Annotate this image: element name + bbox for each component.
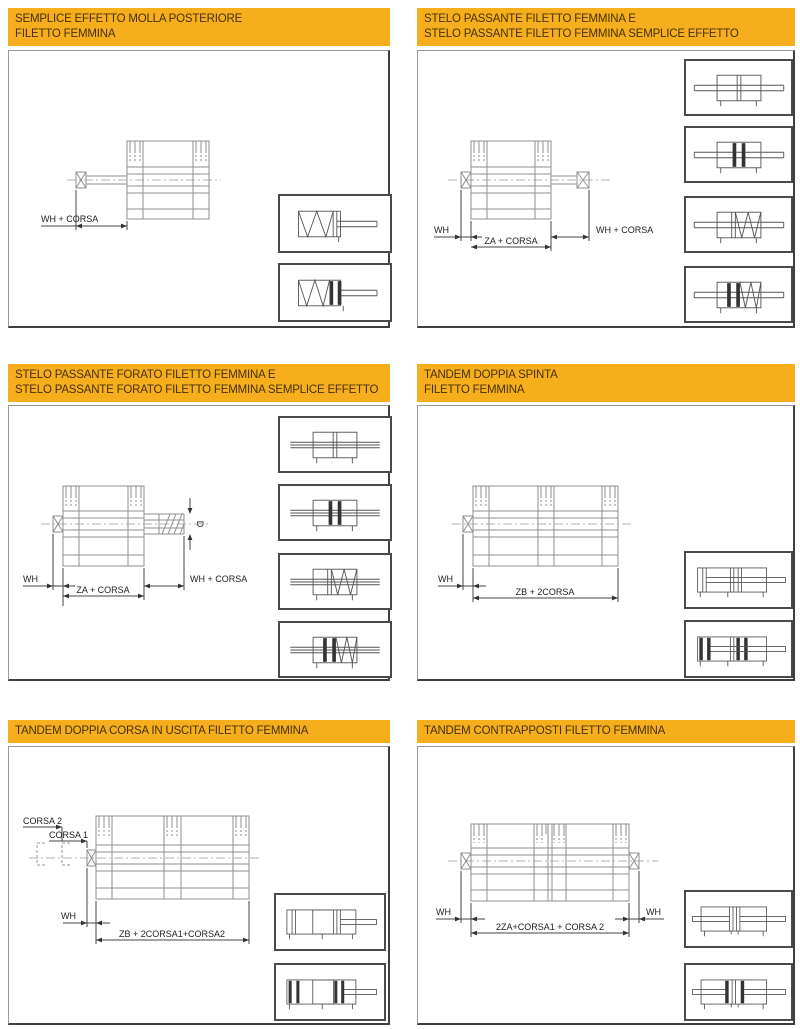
- symbol-single-acting-spring-magnetic: [278, 263, 392, 322]
- drawing-box: [8, 405, 390, 681]
- symbol-hollow-through-rod: [278, 416, 392, 473]
- symbol-through-rod-magnetic: [684, 126, 793, 183]
- dim-bore-d: D: [195, 520, 205, 528]
- symbol-hollow-through-rod-spring-magnetic: [278, 621, 392, 678]
- opposed-tandem-magnetic-cylinder-icon: [692, 980, 785, 1009]
- dim-wh-corsa: WH + CORSA: [596, 225, 654, 235]
- symbol-through-rod-spring-magnetic: [684, 266, 793, 323]
- cylinder-body: [53, 486, 184, 566]
- panel-tandem-contrapposti: [417, 720, 795, 1022]
- symbol-double-stroke: [274, 893, 386, 951]
- symbol-tandem-magnetic: [684, 620, 793, 678]
- drawing-box: [417, 746, 795, 1025]
- dim-wh-corsa: WH + CORSA: [41, 214, 99, 224]
- dim-wh: WH: [434, 225, 449, 235]
- symbol-through-rod: [684, 59, 793, 116]
- panel-header: [8, 720, 390, 743]
- spring-magnetic-cylinder-icon: [298, 280, 377, 311]
- tandem-magnetic-cylinder-icon: [697, 637, 785, 666]
- through-rod-spring-magnetic-cylinder-icon: [694, 282, 783, 313]
- dim-total: ZB + 2CORSA1+CORSA2: [118, 929, 226, 939]
- dimension-lines: [23, 498, 247, 606]
- panel-stelo-passante: [417, 8, 795, 325]
- dim-corsa1: CORSA 1: [49, 830, 89, 840]
- panel-title-line: STELO PASSANTE FORATO FILETTO FEMMINA E: [15, 369, 276, 381]
- cylinder-body: [463, 486, 618, 566]
- panel-stelo-passante-forato: [8, 364, 390, 678]
- panel-title-line: FILETTO FEMMINA: [15, 28, 116, 40]
- panel-title-line: TANDEM CONTRAPPOSTI FILETTO FEMMINA: [424, 725, 666, 737]
- panel-title-line: STELO PASSANTE FILETTO FEMMINA SEMPLICE EFFETTO: [424, 28, 739, 40]
- hollow-through-rod-spring-cylinder-icon: [290, 569, 379, 600]
- dim-wh-right: WH: [646, 907, 661, 917]
- dim-wh: WH: [438, 574, 453, 584]
- dimension-lines: [438, 534, 618, 602]
- dim-za-corsa: ZA + CORSA: [484, 236, 538, 246]
- hollow-through-rod-cylinder-icon: [290, 432, 379, 463]
- dim-wh: WH: [23, 574, 38, 584]
- dim-za-corsa: ZA + CORSA: [76, 585, 130, 595]
- dimension-lines: [23, 816, 249, 944]
- dim-total: 2ZA+CORSA1 + CORSA 2: [495, 922, 605, 932]
- symbol-hollow-through-rod-spring: [278, 553, 392, 610]
- double-stroke-magnetic-cylinder-icon: [287, 980, 377, 1009]
- double-stroke-cylinder-icon: [287, 910, 377, 939]
- opposed-tandem-cylinder-icon: [692, 907, 785, 936]
- dim-corsa2: CORSA 2: [23, 816, 63, 826]
- hollow-through-rod-spring-magnetic-cylinder-icon: [290, 637, 379, 668]
- panel-header: [8, 364, 390, 402]
- panel-title-line: STELO PASSANTE FILETTO FEMMINA E: [424, 13, 636, 25]
- dimension-lines: [434, 190, 653, 251]
- panel-header: [417, 364, 795, 402]
- dimension-lines: [436, 871, 664, 937]
- symbol-tandem: [684, 551, 793, 609]
- drawing-box: [8, 746, 390, 1025]
- symbol-single-acting-spring: [278, 194, 392, 253]
- spring-cylinder-icon: [298, 211, 377, 242]
- drawing-box: [417, 50, 795, 328]
- through-rod-spring-cylinder-icon: [694, 212, 783, 243]
- panel-title-line: TANDEM DOPPIA CORSA IN USCITA FILETTO FEMMINA: [15, 725, 309, 737]
- panel-title-line: STELO PASSANTE FORATO FILETTO FEMMINA SEMPLICE EFFETTO: [15, 384, 379, 396]
- symbol-double-stroke-magnetic: [274, 963, 386, 1021]
- panel-header: [417, 8, 795, 46]
- through-rod-cylinder-icon: [694, 75, 783, 106]
- through-rod-magnetic-cylinder-icon: [694, 142, 783, 173]
- drawing-box: [417, 405, 795, 681]
- tandem-cylinder-icon: [697, 568, 785, 597]
- cylinder-body: [461, 824, 639, 901]
- phantom-rod-positions: [37, 843, 70, 865]
- panel-title-line: TANDEM DOPPIA SPINTA: [424, 369, 558, 381]
- panel-title-line: SEMPLICE EFFETTO MOLLA POSTERIORE: [15, 13, 243, 25]
- dim-zb-2corsa: ZB + 2CORSA: [515, 587, 575, 597]
- symbol-opposed-tandem-magnetic: [684, 963, 793, 1021]
- panel-tandem-doppia-spinta: [417, 364, 795, 678]
- panel-header: [417, 720, 795, 743]
- dim-wh-left: WH: [436, 907, 451, 917]
- panel-semplice-effetto: [8, 8, 390, 325]
- dim-wh: WH: [61, 911, 76, 921]
- drawing-box: [8, 50, 390, 328]
- symbol-through-rod-spring: [684, 196, 793, 253]
- dimension-lines: [41, 190, 127, 230]
- hollow-through-rod-magnetic-cylinder-icon: [290, 500, 379, 531]
- panel-tandem-doppia-corsa: [8, 720, 390, 1022]
- dim-wh-corsa: WH + CORSA: [190, 574, 248, 584]
- panel-title-line: FILETTO FEMMINA: [424, 384, 525, 396]
- symbol-hollow-through-rod-magnetic: [278, 484, 392, 541]
- symbol-opposed-tandem: [684, 890, 793, 948]
- panel-header: [8, 8, 390, 46]
